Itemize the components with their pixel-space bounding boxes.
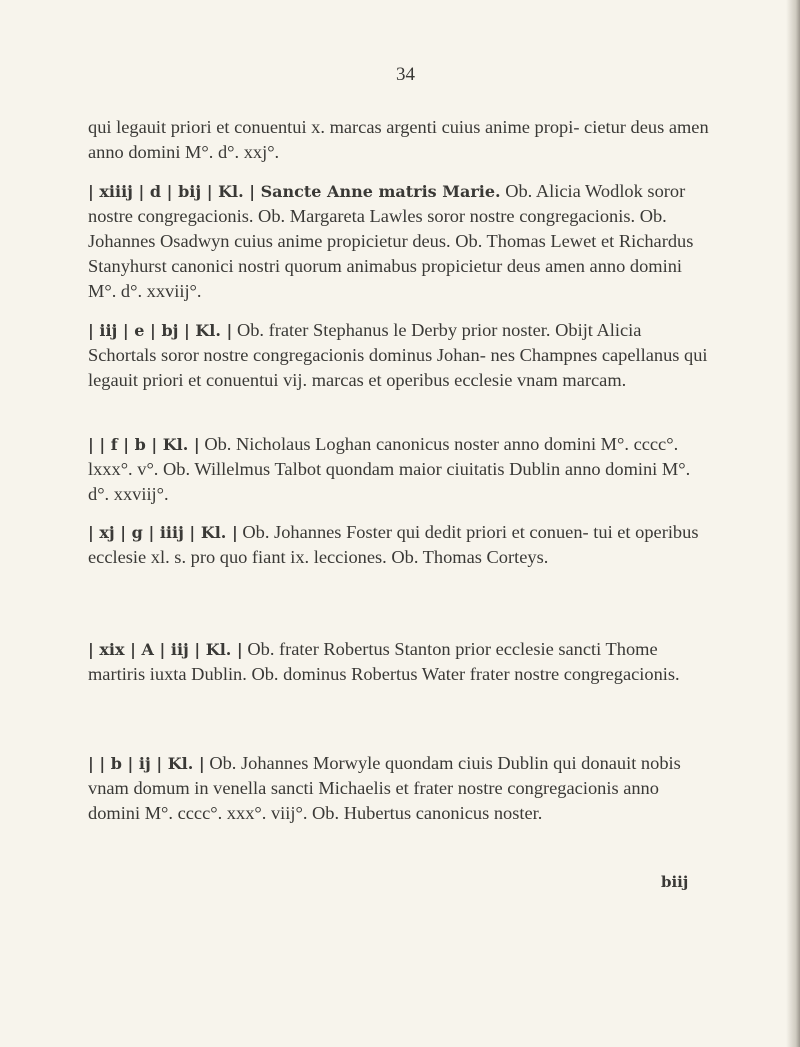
paragraph-1: [88, 115, 714, 165]
paragraph-text: Ob. Alicia Wodlok soror nostre congregacionis. Ob. Margareta Lawles soror nostre congregacionis. Ob. Johannes Osadwyn cuius anime propicietur deus. Ob. Thomas Lewet et Richardus Stanyhurst canonici nostri quorum animabus propicietur deus amen anno domini M°. d°. xxviij°.: [88, 181, 694, 301]
calendar-lead: | xj | g | iiij | Kl. |: [88, 523, 238, 542]
calendar-lead: | xiiij | d | bij | Kl. | Sancte Anne matris Marie.: [88, 182, 501, 201]
paragraph-text: Ob. Nicholaus Loghan canonicus noster anno domini M°. cccc°. lxxx°. v°. Ob. Willelmus Talbot quondam maior ciuitatis Dublin anno domini M°. d°. xxviij°.: [88, 434, 691, 504]
catchword: biij: [661, 873, 689, 891]
paragraph-6: [88, 637, 714, 687]
paragraph-4: [88, 432, 714, 507]
paragraph-text: Ob. Johannes Morwyle quondam ciuis Dublin qui donauit nobis vnam domum in venella sancti Michaelis et frater nostre congregacionis anno domini M°. cccc°. xxx°. viij°. Ob. Hubertus canonicus noster.: [88, 753, 681, 823]
paragraph-2: [88, 179, 714, 304]
calendar-lead: | | f | b | Kl. |: [88, 435, 200, 454]
page-number: 34: [396, 64, 415, 85]
paragraph-text: qui legauit priori et conuentui x. marcas argenti cuius anime propi- cietur deus amen anno domini M°. d°. xxj°.: [88, 117, 709, 162]
paragraph-7: [88, 751, 714, 826]
paragraph-text: Ob. Johannes Foster qui dedit priori et conuen- tui et operibus ecclesie xl. s. pro quo fiant ix. lecciones. Ob. Thomas Corteys.: [88, 522, 699, 567]
paragraph-text: Ob. frater Stephanus le Derby prior noster. Obijt Alicia Schortals soror nostre congregacionis dominus Johan- nes Champnes capellanus qui legauit priori et conuentui vij. marcas et operibus ecclesie vnam marcam.: [88, 320, 708, 390]
page-edge-shadow: [786, 0, 800, 1047]
calendar-lead: | xix | A | iij | Kl. |: [88, 640, 243, 659]
calendar-lead: | | b | ij | Kl. |: [88, 754, 205, 773]
paragraph-text: Ob. frater Robertus Stanton prior ecclesie sancti Thome martiris iuxta Dublin. Ob. dominus Robertus Water frater nostre congregacionis.: [88, 639, 680, 684]
paragraph-3: [88, 318, 714, 393]
calendar-lead: | iij | e | bj | Kl. |: [88, 321, 233, 340]
paragraph-5: [88, 520, 714, 570]
